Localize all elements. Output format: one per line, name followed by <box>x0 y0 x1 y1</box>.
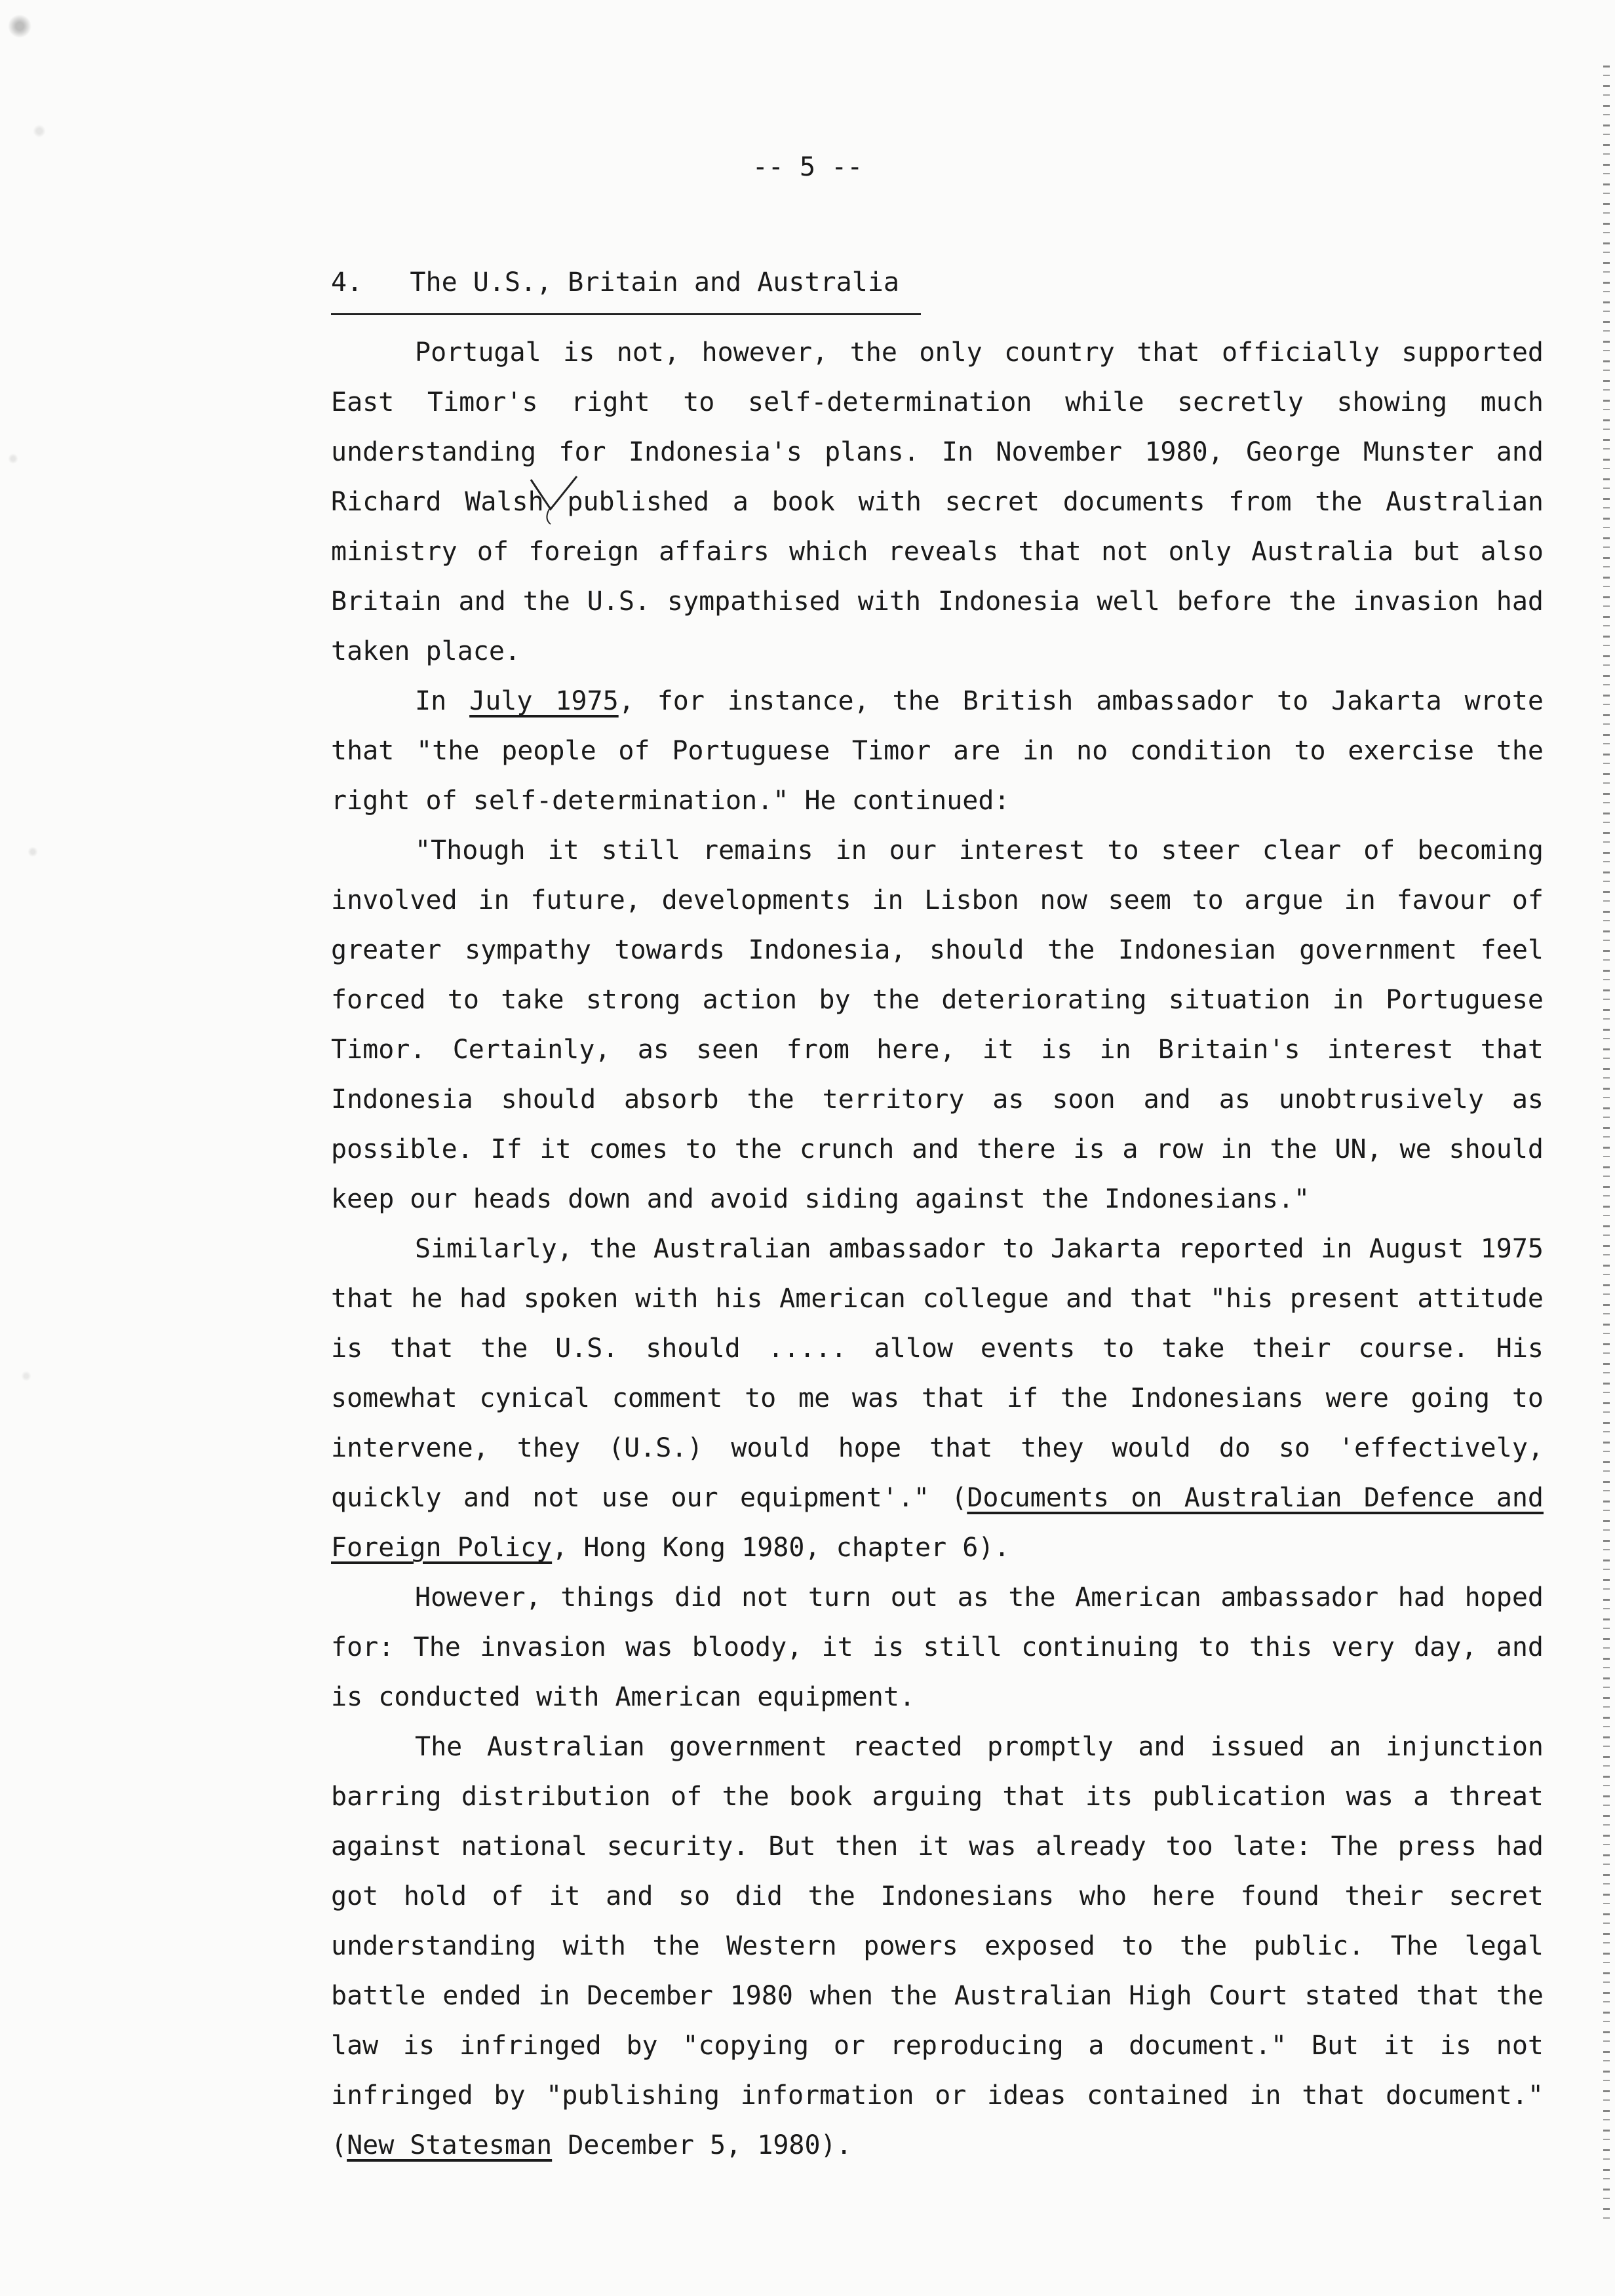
heading-underline <box>331 313 921 315</box>
paragraph-3-quote <box>331 826 1544 1224</box>
paragraph-1-text: Portugal is not, however, the only country that officially supported East Timor's right to self-determination while secretly showing much understanding for Indonesia's plans. In November 1980, George Munster and Richard Walsh published a book with secret documents from the Australian ministry of foreign affairs which reveals that not only Australia but also Britain and the U.S. sympathised with Indonesia well before the invasion had taken place. <box>331 337 1544 666</box>
scan-noise-left <box>0 0 118 2296</box>
paragraph-2-text-b: , for instance, the British ambassador to Jakarta wrote that "the people of Portuguese Timor are in no condition to exercise the right of self-determination." He continued: <box>331 686 1544 816</box>
paragraph-5 <box>331 1573 1544 1722</box>
underlined-book-title: Documents on Australian Defence and Foreign Policy <box>331 1483 1544 1563</box>
paragraph-6 <box>331 1722 1544 2170</box>
paragraph-3-text: "Though it still remains in our interest to steer clear of becoming involved in future, developments in Lisbon now seem to argue in favour of greater sympathy towards Indonesia, should the Indonesian government feel forced to take strong action by the deteriorating situation in Portuguese Timor. Certainly, as seen from here, it is in Britain's interest that Indonesia should absorb the territory as soon and as unobtrusively as possible. If it comes to the crunch and there is a row in the UN, we should keep our heads down and avoid siding against the Indonesians." <box>331 835 1544 1214</box>
paragraph-5-text: However, things did not turn out as the American ambassador had hoped for: The invasion was bloody, it is still continuing to this very day, and is conducted with American equipment. <box>331 1582 1544 1712</box>
body-text <box>331 328 1544 2170</box>
underlined-date: July 1975 <box>469 686 619 716</box>
scan-edge-right <box>1603 66 1610 2228</box>
underlined-publication-title: New Statesman <box>347 2130 553 2160</box>
page-number: -- 5 -- <box>752 152 863 182</box>
paragraph-4-text-b: , Hong Kong 1980, chapter 6). <box>552 1533 1010 1563</box>
paragraph-4-text-a: Similarly, the Australian ambassador to Jakarta reported in August 1975 that he had spoken with his American collegue and that "his present attitude is that the U.S. should ..... allow events to take their course. His somewhat cynical comment to me was that if the Indonesians were going to intervene, they (U.S.) would hope that they would do so 'effectively, quickly and not use our equipment'." ( <box>331 1234 1544 1513</box>
paragraph-1 <box>331 328 1544 676</box>
paragraph-2 <box>331 676 1544 826</box>
paragraph-6-text-a: The Australian government reacted promptly and issued an injunction barring distribution of the book arguing that its publication was a threat against national security. But then it was already too late: The press had got hold of it and so did the Indonesians who here found their secret understanding with the Western powers exposed to the public. The legal battle ended in December 1980 when the Australian High Court stated that the law is infringed by "copying or reproducing a document." But it is not infringed by "publishing information or ideas contained in that document." ( <box>331 1732 1544 2160</box>
section-heading: 4. The U.S., Britain and Australia <box>331 267 899 297</box>
paragraph-2-text-a: In <box>415 686 470 716</box>
paragraph-4 <box>331 1224 1544 1573</box>
paragraph-6-text-b: December 5, 1980). <box>552 2130 852 2160</box>
